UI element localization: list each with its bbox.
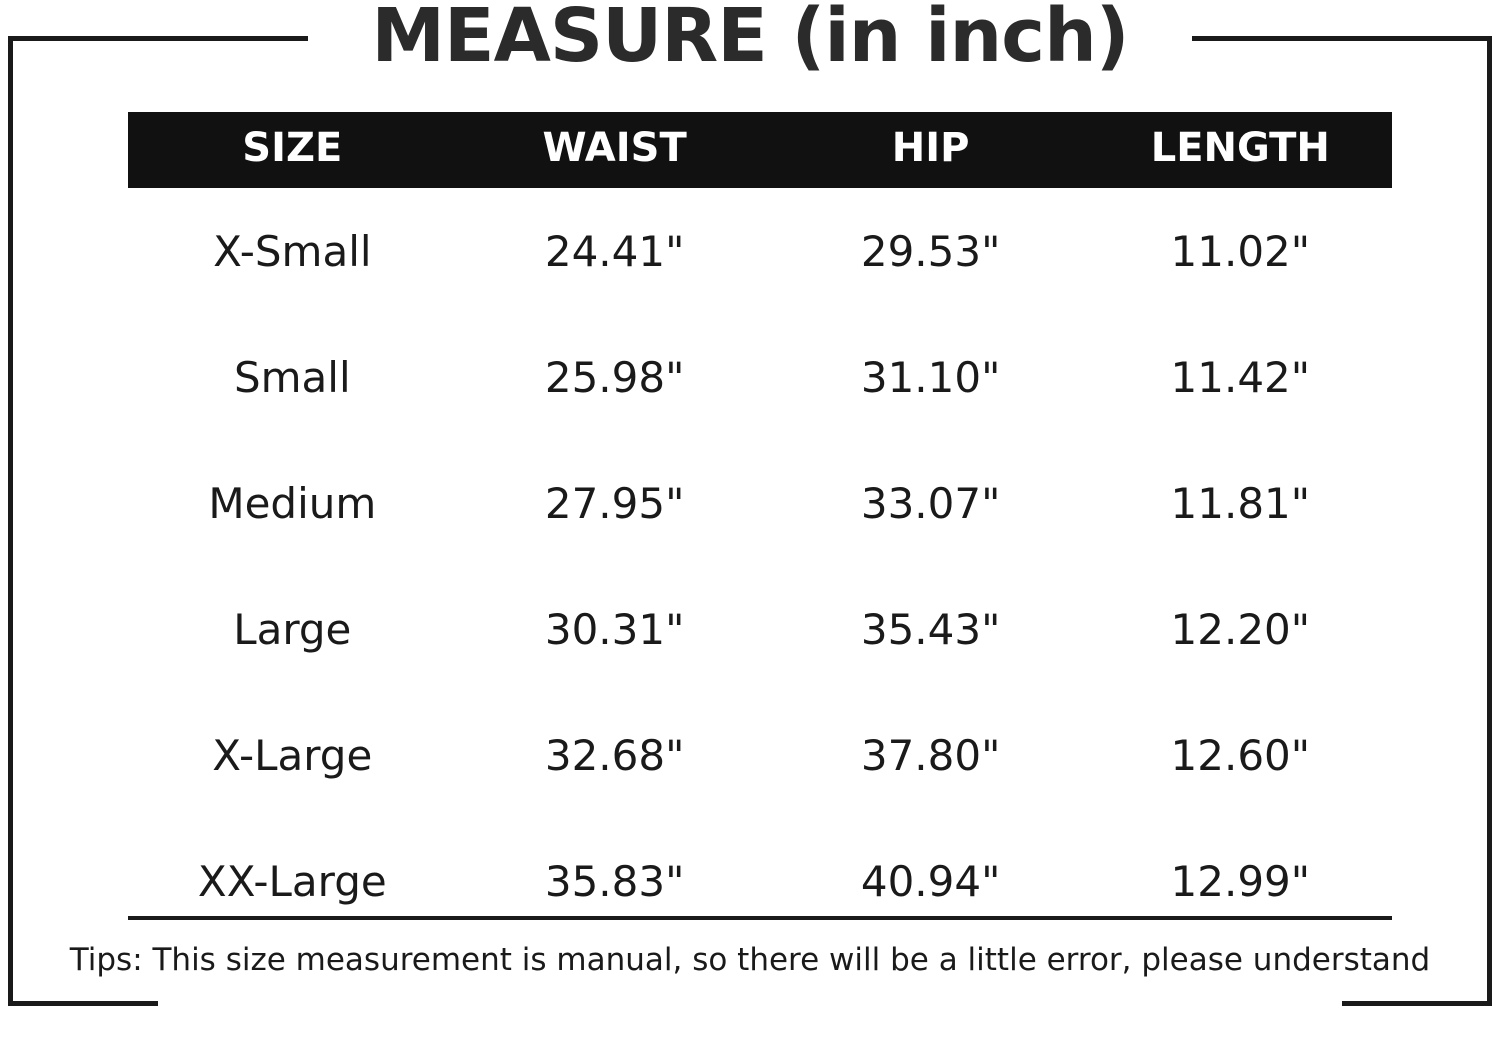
cell-hip: 35.43" [860, 604, 1001, 654]
cell-waist: 30.31" [544, 604, 685, 654]
table-row [128, 818, 1392, 944]
column-header-hip: HIP [891, 125, 970, 171]
table-row [128, 566, 1392, 692]
cell-size: X-Small [213, 226, 372, 276]
cell-size: Medium [208, 478, 377, 528]
cell-hip: 33.07" [860, 478, 1001, 528]
cell-size: XX-Large [197, 856, 387, 906]
tips-divider [128, 916, 1392, 920]
cell-hip: 37.80" [860, 730, 1001, 780]
measurement-table [128, 112, 1392, 944]
cell-size: X-Large [212, 730, 373, 780]
table-header [128, 112, 1392, 188]
table-row [128, 440, 1392, 566]
column-header-length: LENGTH [1150, 125, 1330, 171]
table-body [128, 188, 1392, 944]
frame-border-bottom-right [1342, 1001, 1492, 1006]
cell-waist: 32.68" [544, 730, 685, 780]
column-header-waist: WAIST [542, 125, 687, 171]
table-header-row [128, 112, 1392, 188]
table-row [128, 188, 1392, 314]
measurement-table-container [128, 112, 1392, 944]
column-header-size: SIZE [242, 125, 343, 171]
cell-waist: 24.41" [544, 226, 685, 276]
cell-hip: 31.10" [860, 352, 1001, 402]
cell-waist: 35.83" [544, 856, 685, 906]
cell-waist: 25.98" [544, 352, 685, 402]
cell-waist: 27.95" [544, 478, 685, 528]
cell-hip: 29.53" [860, 226, 1001, 276]
chart-title: MEASURE (in inch) [371, 0, 1129, 79]
cell-length: 11.02" [1170, 226, 1311, 276]
table-row [128, 692, 1392, 818]
cell-length: 12.60" [1170, 730, 1311, 780]
cell-length: 11.81" [1170, 478, 1311, 528]
cell-size: Large [233, 604, 352, 654]
cell-length: 12.20" [1170, 604, 1311, 654]
cell-length: 12.99" [1170, 856, 1311, 906]
tips-note: Tips: This size measurement is manual, so there will be a little error, please understand [69, 942, 1431, 978]
table-row [128, 314, 1392, 440]
frame-border-bottom-left [8, 1001, 158, 1006]
frame-border-right [1487, 36, 1492, 1006]
frame-border-left [8, 36, 13, 1006]
cell-hip: 40.94" [860, 856, 1001, 906]
cell-size: Small [233, 352, 351, 402]
cell-length: 11.42" [1170, 352, 1311, 402]
